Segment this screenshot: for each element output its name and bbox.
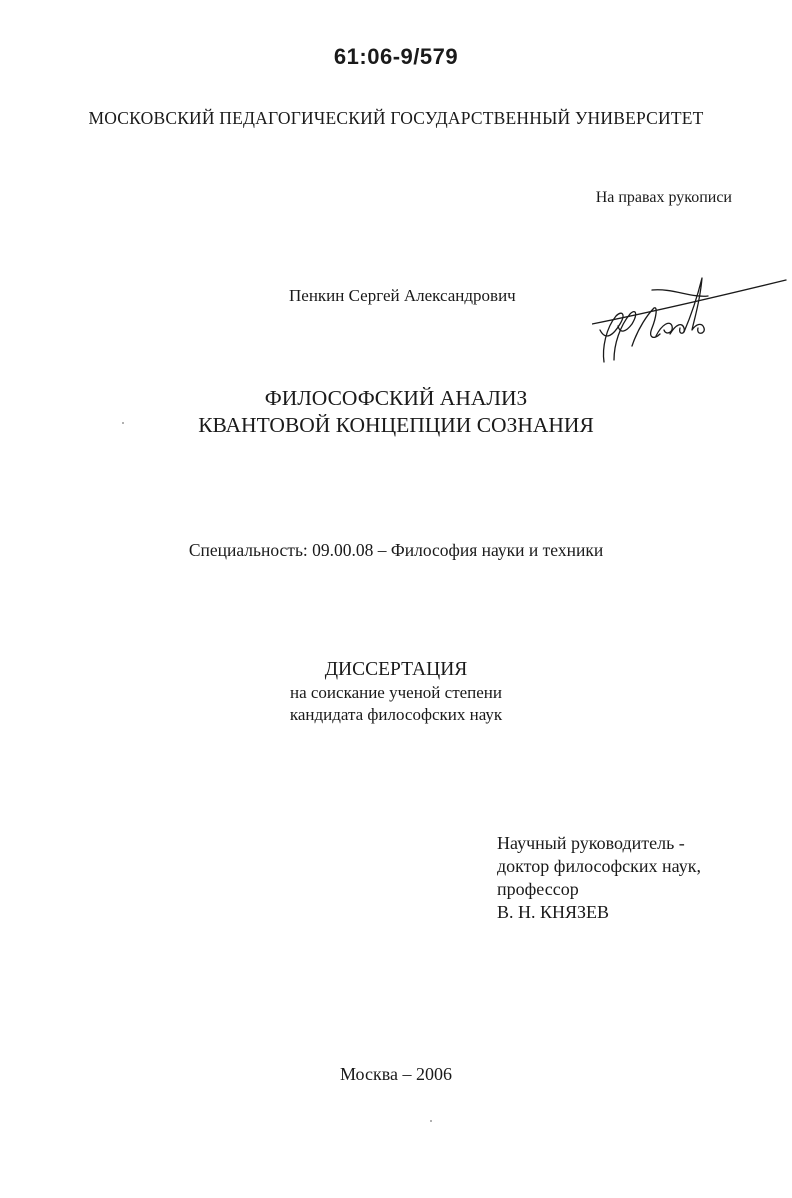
title-line-1: ФИЛОСОФСКИЙ АНАЛИЗ <box>264 386 528 410</box>
handwritten-signature <box>592 268 788 372</box>
advisor-block <box>497 832 701 924</box>
university-name: МОСКОВСКИЙ ПЕДАГОГИЧЕСКИЙ ГОСУДАРСТВЕННЫЙ УНИВЕРСИТЕТ <box>88 108 704 128</box>
advisor-name: В. Н. КНЯЗЕВ <box>497 902 610 922</box>
specialty-line: Специальность: 09.00.08 – Философия науки и техники <box>188 540 604 560</box>
degree-line-2: кандидата философских наук <box>289 705 503 724</box>
dissertation-heading: ДИССЕРТАЦИЯ <box>324 659 468 680</box>
dissertation-title <box>0 385 792 439</box>
scan-speck <box>122 422 124 424</box>
dissertation-block <box>0 658 792 726</box>
degree-line-1: на соискание ученой степени <box>289 683 503 702</box>
title-line-2: КВАНТОВОЙ КОНЦЕПЦИИ СОЗНАНИЯ <box>198 413 594 437</box>
place-and-year: Москва – 2006 <box>340 1064 452 1084</box>
manuscript-rights-note: На правах рукописи <box>595 189 732 206</box>
advisor-line-3: профессор <box>497 879 579 899</box>
author-name: Пенкин Сергей Александрович <box>289 286 516 305</box>
document-code: 61:06-9/579 <box>333 44 459 69</box>
advisor-line-2: доктор философских наук, <box>497 856 701 876</box>
scan-speck <box>430 1120 432 1122</box>
advisor-line-1: Научный руководитель - <box>497 833 685 853</box>
